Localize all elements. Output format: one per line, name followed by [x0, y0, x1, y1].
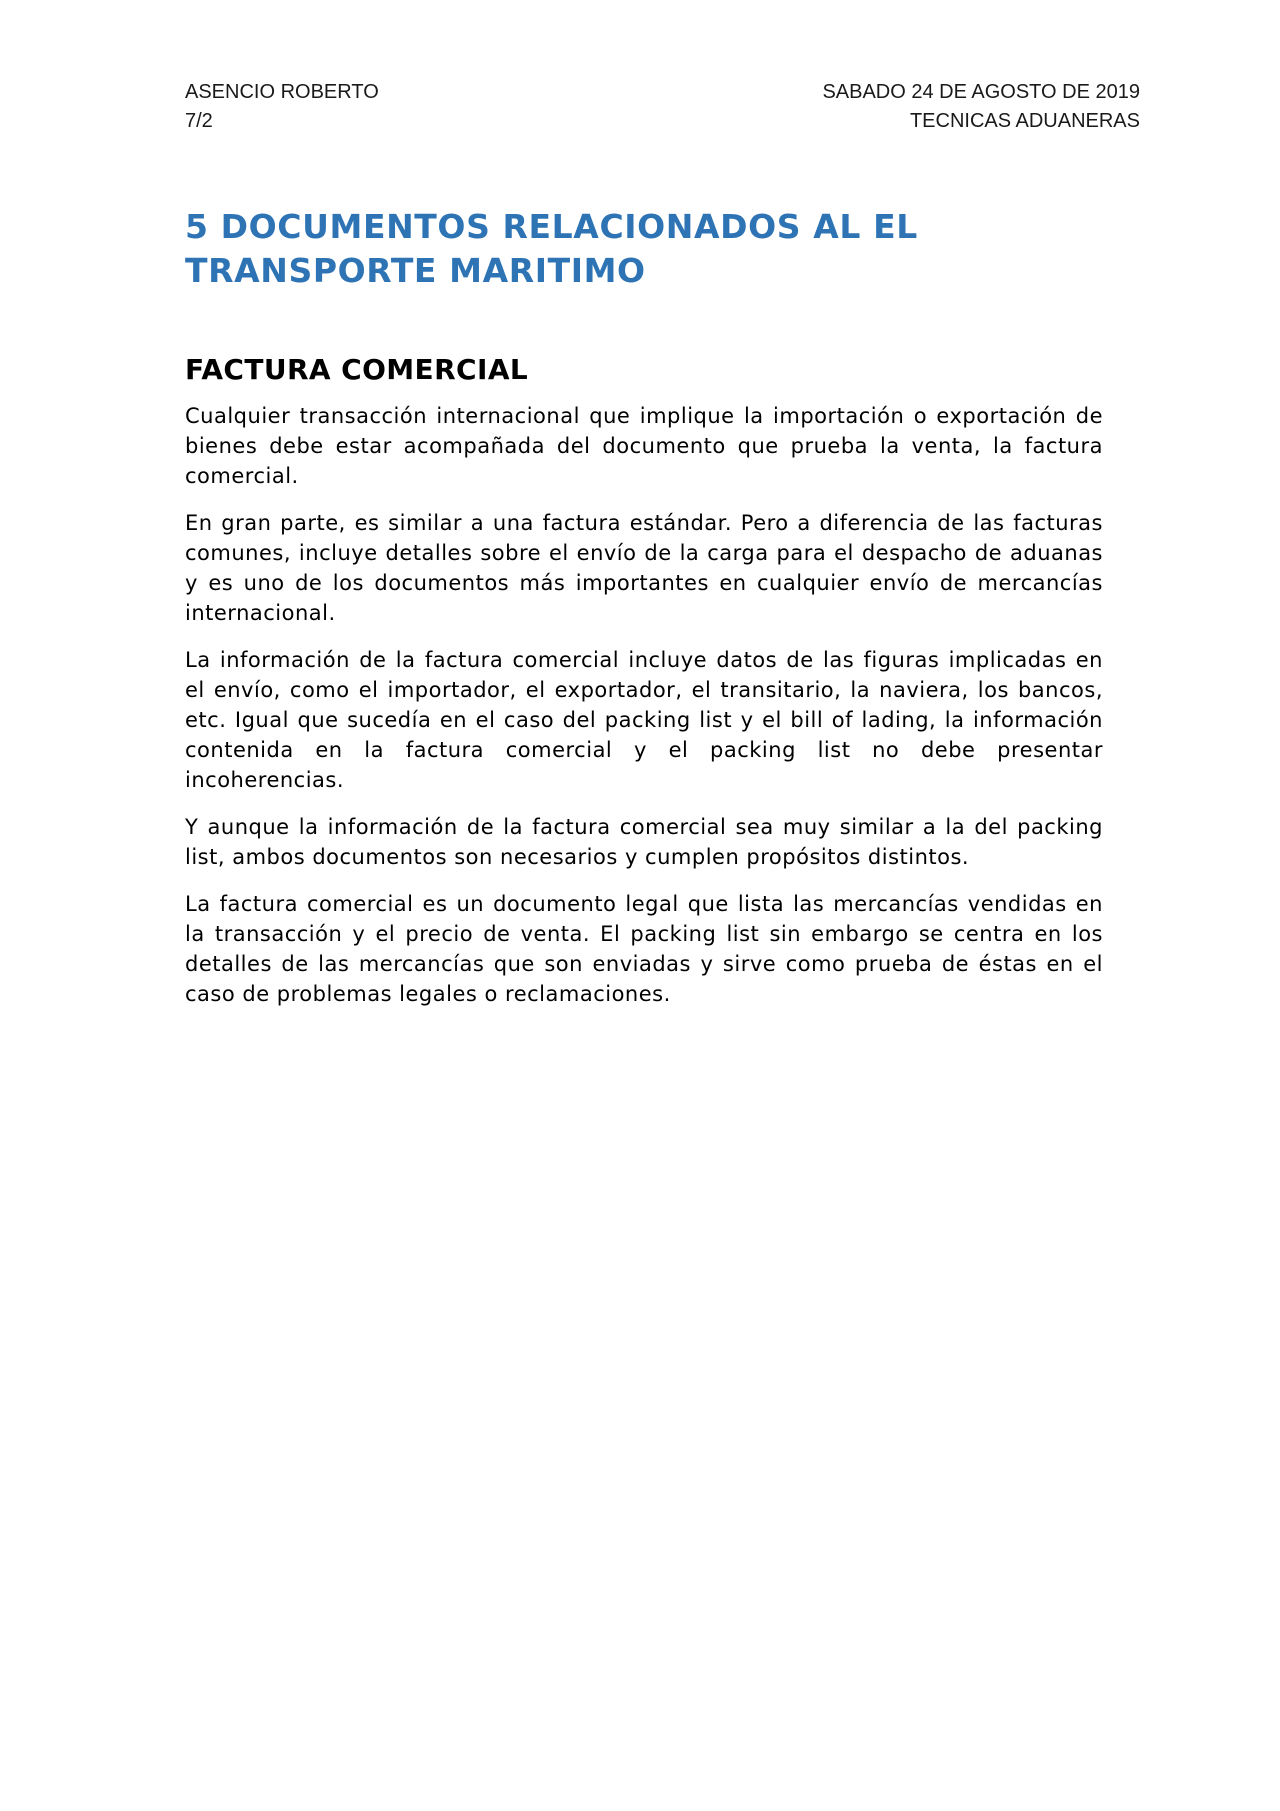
author-name: ASENCIO ROBERTO [185, 81, 379, 103]
document-body [185, 205, 1103, 1009]
header-date: SABADO 24 DE AGOSTO DE 2019 [822, 81, 1140, 103]
paragraph-3: La información de la factura comercial incluye datos de las figuras implicadas en el envío, como el importador, el exportador, el transitario, la naviera, los bancos, etc. Igual que sucedía en el caso del packing list y el bill of lading, la información contenida en la factura comercial y el packing list no debe presentar incoherencias. [185, 648, 1103, 792]
subject-name: TECNICAS ADUANERAS [909, 110, 1140, 132]
paragraph-5: La factura comercial es un documento legal que lista las mercancías vendidas en la transacción y el precio de venta. El packing list sin embargo se centra en los detalles de las mercancías que son enviadas y sirve como prueba de éstas en el caso de problemas legales o reclamaciones. [185, 892, 1103, 1006]
document-title: 5 DOCUMENTOS RELACIONADOS AL EL TRANSPORTE MARITIMO [185, 207, 918, 290]
course-group: 7/2 [185, 110, 213, 132]
paragraph-1: Cualquier transacción internacional que implique la importación o exportación de bienes debe estar acompañada del documento que prueba la venta, la factura comercial. [185, 404, 1103, 488]
section-heading: FACTURA COMERCIAL [185, 353, 529, 386]
paragraph-4: Y aunque la información de la factura comercial sea muy similar a la del packing list, ambos documentos son necesarios y cumplen propósitos distintos. [185, 815, 1103, 869]
header-left-block [185, 78, 379, 136]
header-right-block [822, 78, 1140, 136]
paragraph-2: En gran parte, es similar a una factura estándar. Pero a diferencia de las facturas comunes, incluye detalles sobre el envío de la carga para el despacho de aduanas y es uno de los documentos más importantes en cualquier envío de mercancías internacional. [185, 511, 1103, 625]
